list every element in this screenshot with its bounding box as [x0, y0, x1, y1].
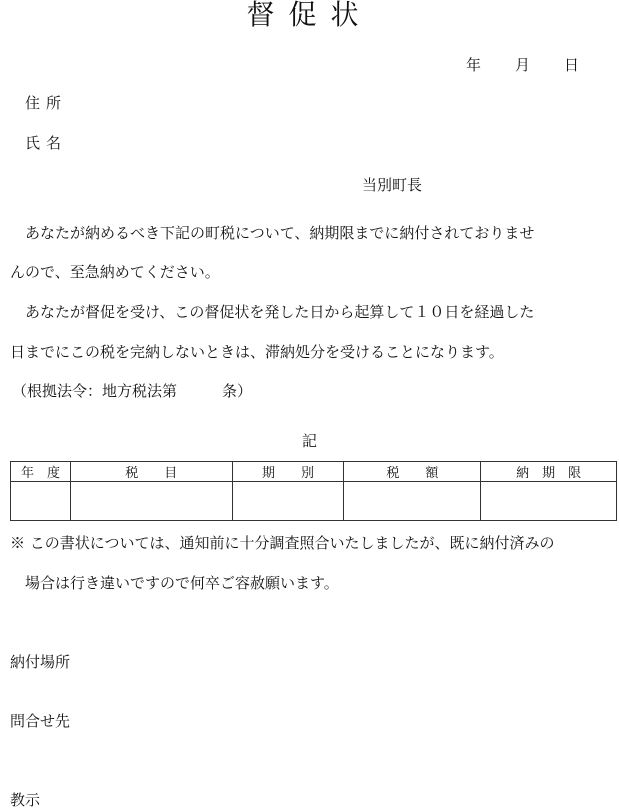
instruction-label: 教示 — [10, 791, 41, 809]
cell-period — [232, 482, 344, 521]
paragraph-1-line-2: んので、至急納めてください。 — [10, 263, 220, 281]
header-period: 期 別 — [232, 462, 344, 482]
tax-detail-table — [10, 461, 617, 521]
cell-tax-amount — [344, 482, 481, 521]
legal-basis: （根拠法令：地方税法第 条） — [12, 382, 253, 400]
header-due-date: 納 期 限 — [481, 462, 617, 482]
table-header-row — [11, 462, 617, 482]
issuer-name: 当別町長 — [362, 176, 423, 194]
note-line-1: ※ この書状については、通知前に十分調査照合いたしましたが、既に納付済みの — [10, 534, 555, 552]
date-line — [466, 56, 579, 74]
header-tax-amount: 税 額 — [344, 462, 481, 482]
document-title: 督促状 — [246, 0, 373, 31]
header-fiscal-year: 年 度 — [11, 462, 71, 482]
date-year-label: 年 — [465, 56, 481, 74]
cell-due-date — [481, 482, 617, 521]
name-label: 氏名 — [25, 134, 68, 152]
paragraph-2-line-1: あなたが督促を受け、この督促状を発した日から起算して１０日を経過した — [10, 303, 535, 321]
address-label: 住所 — [25, 94, 68, 112]
paragraph-2-line-2: 日までにこの税を完納しないときは、滞納処分を受けることになります。 — [10, 343, 504, 361]
cell-tax-item — [70, 482, 232, 521]
date-month-label: 月 — [514, 56, 530, 74]
table-row — [11, 482, 617, 521]
note-line-2: 場合は行き違いですので何卒ご容赦願います。 — [10, 574, 339, 592]
ki-heading: 記 — [301, 432, 317, 450]
payment-place-label: 納付場所 — [10, 653, 71, 671]
cell-fiscal-year — [11, 482, 71, 521]
paragraph-1-line-1: あなたが納めるべき下記の町税について、納期限までに納付されておりませ — [10, 224, 535, 242]
date-day-label: 日 — [563, 56, 579, 74]
contact-label: 問合せ先 — [10, 712, 71, 730]
header-tax-item: 税 目 — [70, 462, 232, 482]
